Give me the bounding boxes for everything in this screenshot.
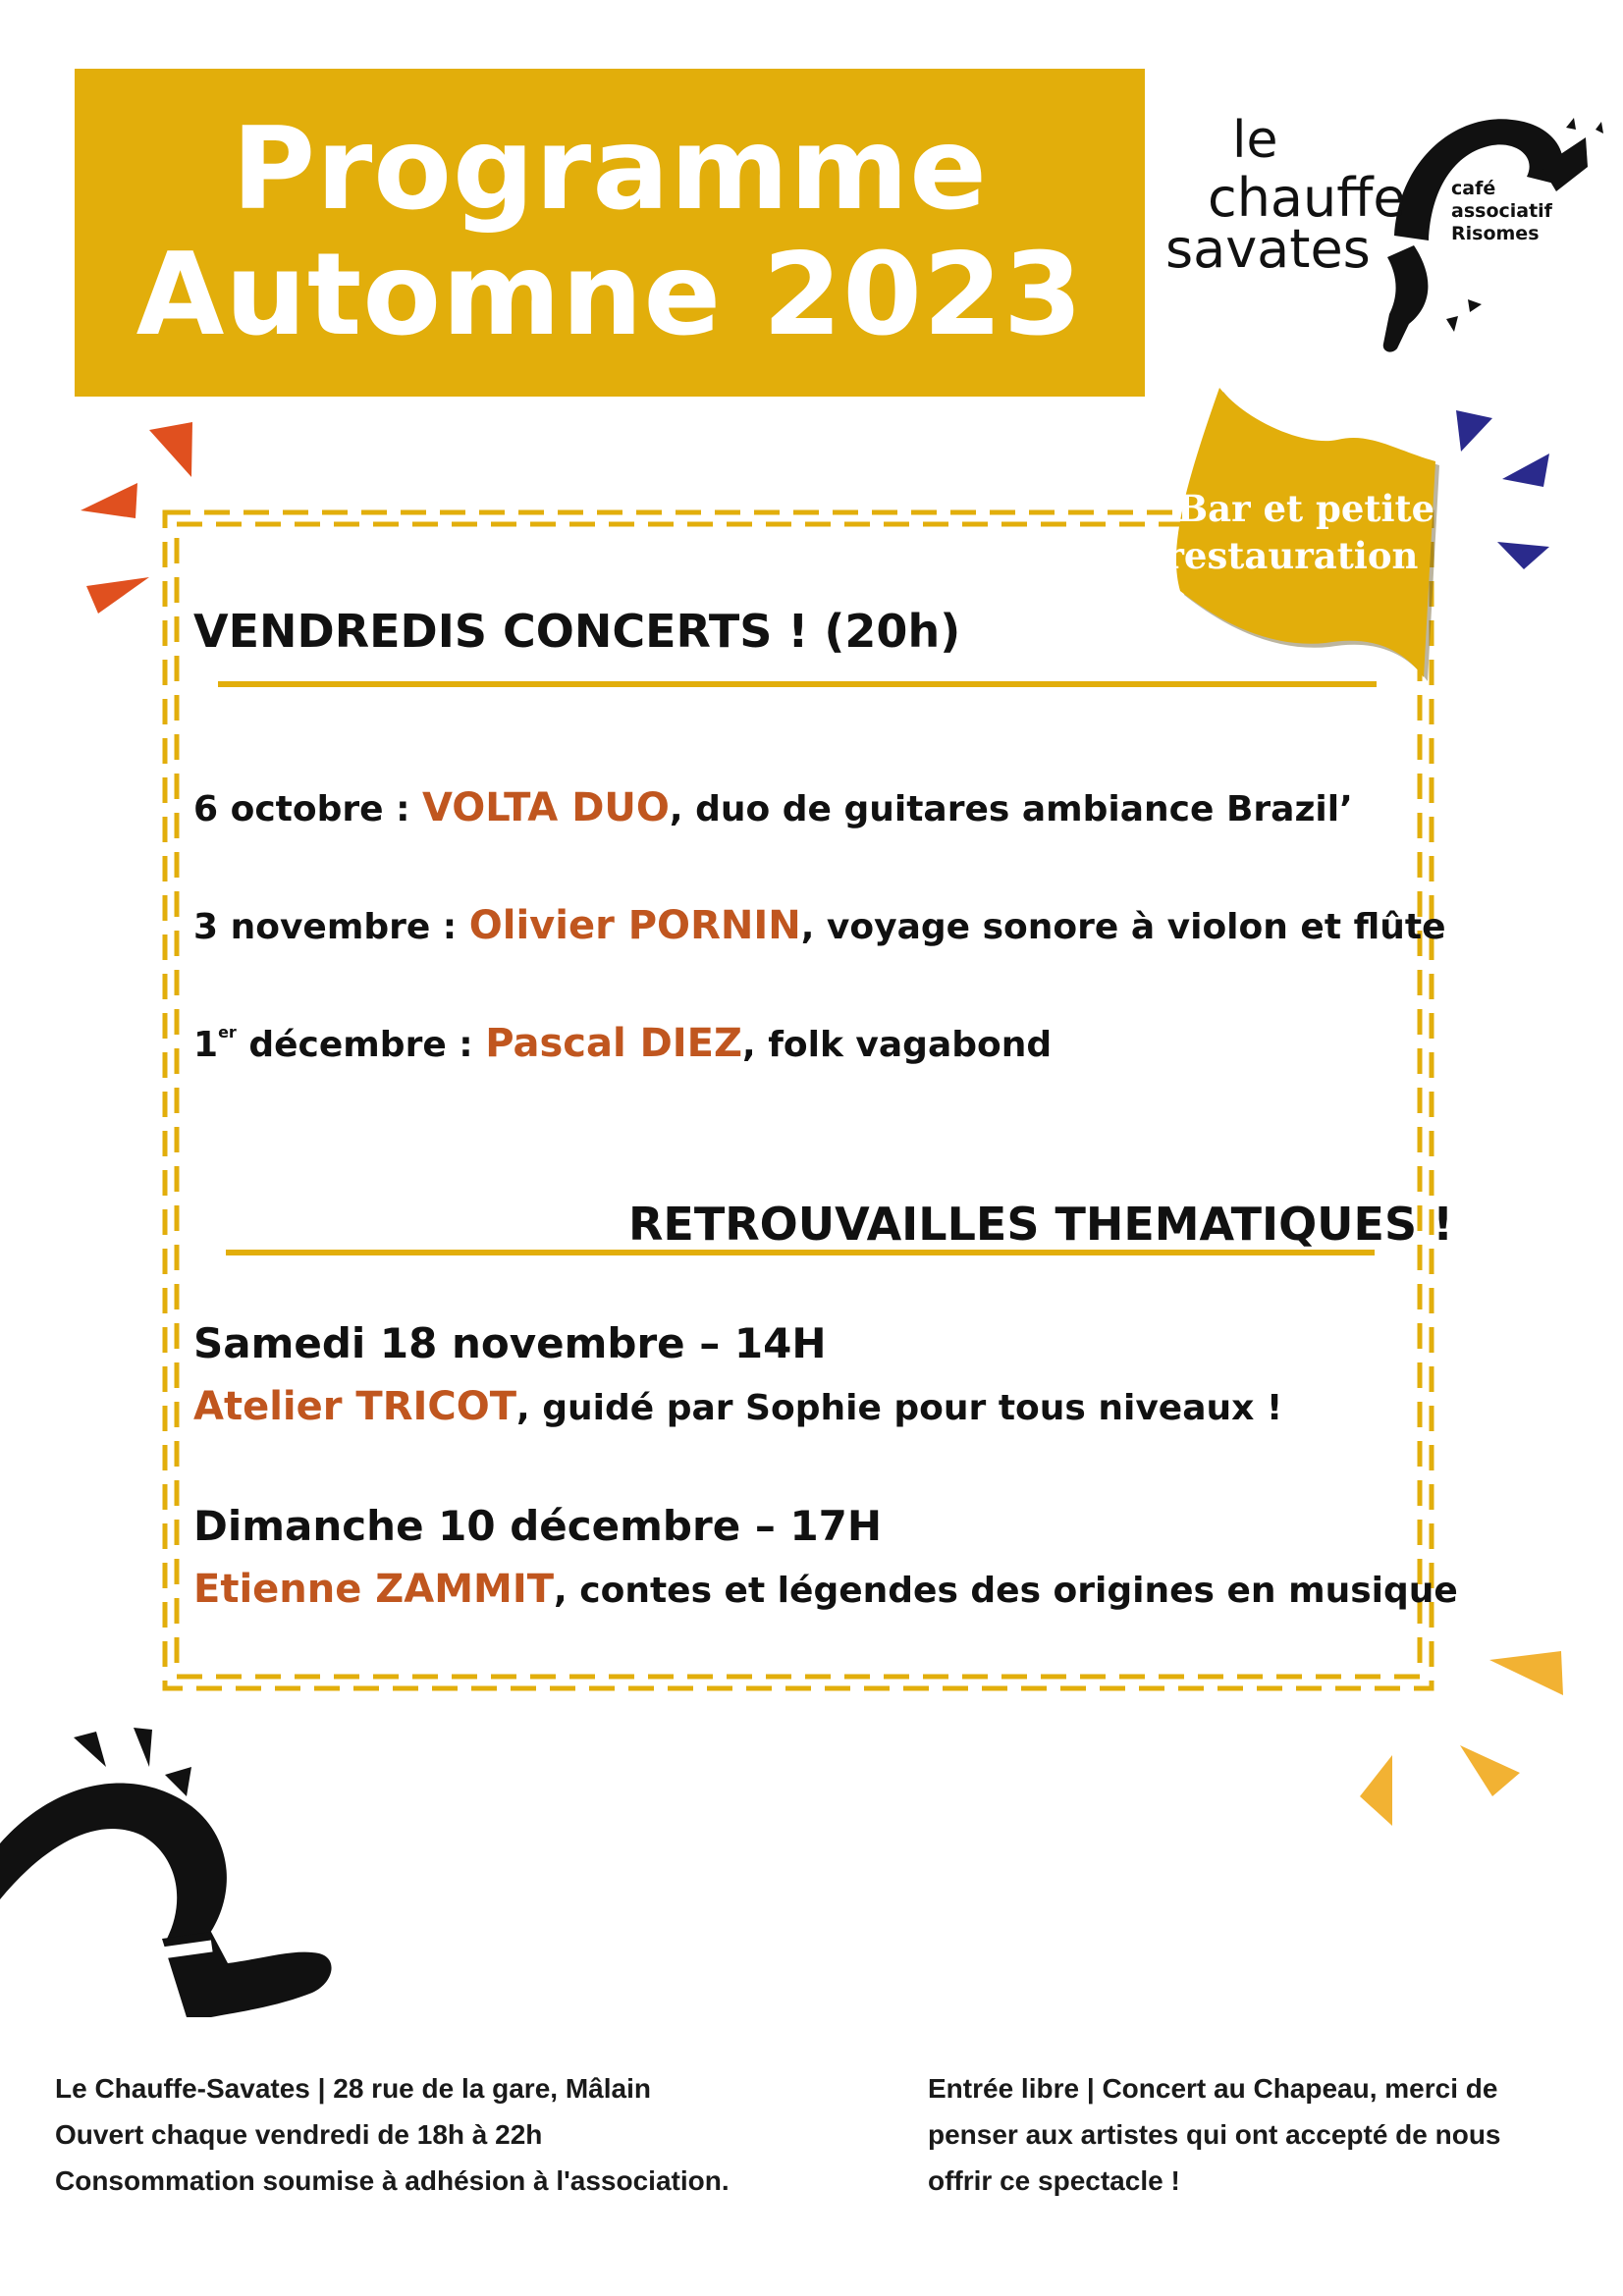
yellow-triangles (1360, 1651, 1563, 1826)
event-2-when: Dimanche 10 décembre – 17H (193, 1502, 883, 1550)
concert-desc: , duo de guitares ambiance Brazil’ (669, 789, 1353, 829)
footer-left (55, 2065, 730, 2204)
shoe-illustration (0, 1783, 332, 2017)
event-1-line (193, 1384, 1282, 1429)
logo-tag-risomes: Risomes (1451, 223, 1540, 244)
footer-membership: Consommation soumise à adhésion à l'association. (55, 2165, 730, 2196)
concert-artist: VOLTA DUO (422, 785, 670, 830)
concert-artist: Olivier PORNIN (468, 903, 801, 948)
concert-desc: , voyage sonore à violon et flûte (800, 907, 1446, 947)
footer-entry-line-3: offrir ce spectacle ! (928, 2165, 1180, 2196)
flag-line-2: restauration ! (1164, 534, 1447, 577)
event-name: Etienne ZAMMIT (193, 1567, 555, 1612)
concerts-heading: VENDREDIS CONCERTS ! (20h) (193, 605, 961, 658)
retrouvailles-heading: RETROUVAILLES THEMATIQUES ! (628, 1198, 1454, 1251)
logo-word-chauffe: chauffe (1208, 167, 1406, 229)
event-name: Atelier TRICOT (193, 1384, 517, 1429)
concert-date-rest: décembre : (236, 1025, 486, 1065)
concert-line-1 (193, 785, 1353, 830)
concert-desc: , folk vagabond (742, 1025, 1053, 1065)
logo-tag-cafe: café (1451, 178, 1496, 199)
concert-artist: Pascal DIEZ (485, 1021, 742, 1066)
footer-entry-line-2: penser aux artistes qui ont accepté de nous (928, 2119, 1501, 2150)
event-desc: , contes et légendes des origines en musique (554, 1571, 1458, 1611)
title-banner (75, 69, 1145, 397)
flag-line-1: Bar et petite (1176, 487, 1435, 530)
logo-tag-associatif: associatif (1451, 200, 1552, 222)
logo-word-le: le (1232, 111, 1278, 170)
concert-line-2 (193, 903, 1446, 948)
concert-date: 3 novembre : (193, 907, 469, 947)
chauffe-savates-logo (1163, 98, 1605, 373)
footer-address: Le Chauffe-Savates | 28 rue de la gare, Mâlain (55, 2073, 651, 2104)
footer-entry-line-1: Entrée libre | Concert au Chapeau, merci de (928, 2073, 1498, 2104)
concert-date-sup: er (218, 1023, 237, 1041)
navy-triangles (1456, 410, 1549, 569)
flag-text (1163, 485, 1448, 579)
concert-line-3 (193, 1021, 1052, 1066)
title-line-1: Programme (232, 103, 988, 236)
footer-hours: Ouvert chaque vendredi de 18h à 22h (55, 2119, 543, 2150)
footer-right (928, 2065, 1501, 2204)
event-2-line (193, 1567, 1458, 1612)
title-line-2: Automne 2023 (135, 229, 1084, 361)
concert-date-num: 1 (193, 1025, 219, 1065)
logo-word-savates: savates (1165, 218, 1371, 280)
event-1-when: Samedi 18 novembre – 14H (193, 1319, 827, 1367)
event-desc: , guidé par Sophie pour tous niveaux ! (516, 1388, 1283, 1428)
concert-date: 6 octobre : (193, 789, 422, 829)
